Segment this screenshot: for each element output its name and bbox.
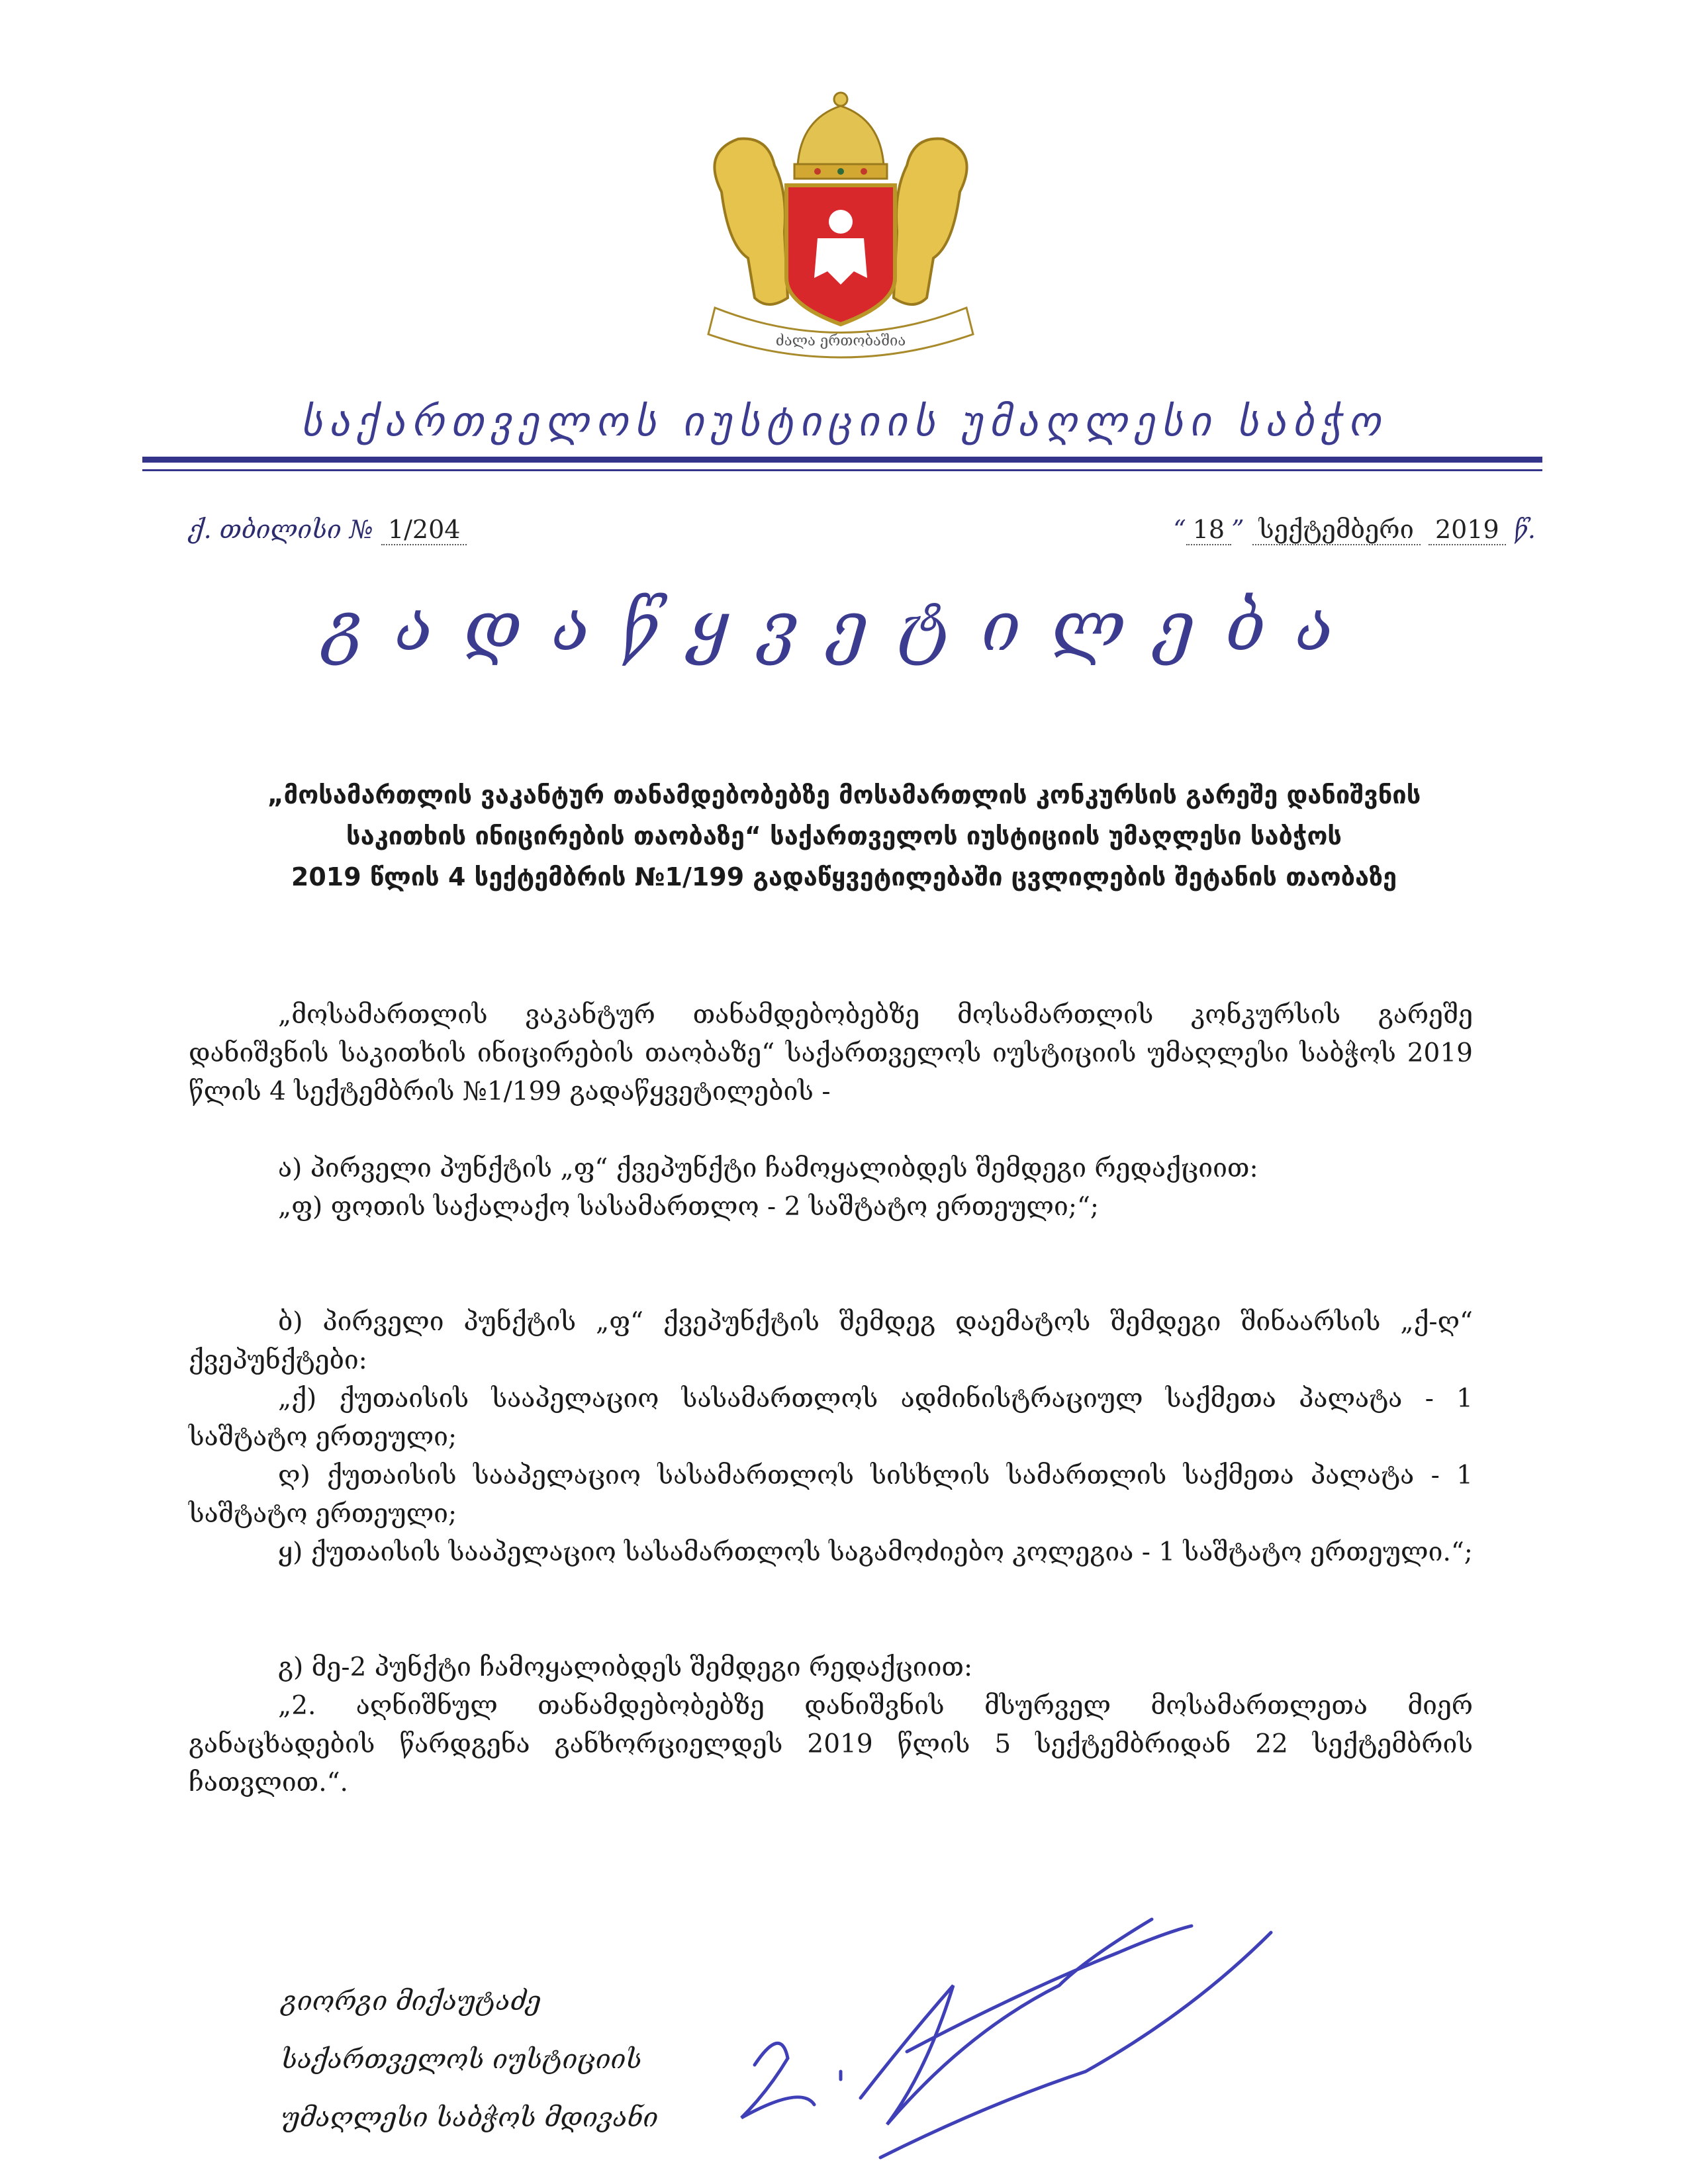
clause-c-text: „2. აღნიშნულ თანამდებობებზე დანიშვნის მსურველ მოსამართლეთა მიერ განაცხადების წარდგენა განხორციელდეს 2019 წლის 5 სექტემბრიდან 22 სექტემბრის ჩათვლით.“.	[189, 1691, 1473, 1797]
clause-b-q: „ქ) ქუთაისის სააპელაციო სასამართლოს ადმინისტრაციულ საქმეთა პალატა - 1 საშტატო ერთეული;	[189, 1384, 1473, 1452]
signatory-block	[281, 1972, 658, 2147]
year-suffix: წ.	[1513, 515, 1536, 544]
subject-line-2: საკითხის ინიცირების თაობაზე“ საქართველოს იუსტიციის უმაღლესი საბჭოს	[346, 821, 1342, 850]
document-date: “ 18 ” სექტემბერი 2019 წ.	[1173, 515, 1536, 544]
clause-b-y: ყ) ქუთაისის სააპელაციო სასამართლოს საგამოძიებო კოლეგია - 1 საშტატო ერთეული.“;	[278, 1537, 1473, 1567]
clause-b-gh: ღ) ქუთაისის სააპელაციო სასამართლოს სისხლის სამართლის საქმეთა პალატა - 1 საშტატო ერთეული;	[189, 1461, 1473, 1529]
subject-line-3: 2019 წლის 4 სექტემბრის №1/199 გადაწყვეტილებაში ცვლილების შეტანის თაობაზე	[291, 862, 1397, 891]
shield-icon	[786, 185, 895, 324]
signatory-name: გიორგი მიქაუტაძე	[281, 1986, 541, 2017]
clause-c-title: გ) მე-2 პუნქტი ჩამოყალიბდეს შემდეგი რედაქციით:	[278, 1653, 973, 1682]
body-intro: „მოსამართლის ვაკანტურ თანამდებობებზე მოსამართლის კონკურსის გარეშე დანიშვნის საკითხის ინიცირების თაობაზე“ საქართველოს იუსტიციის უმაღლესი საბჭოს 2019 წლის 4 სექტემბრის №1/199 გადაწყვეტილების -	[189, 1000, 1473, 1107]
subject-line-1: „მოსამართლის ვაკანტურ თანამდებობებზე მოსამართლის კონკურსის გარეშე დანიშვნის	[267, 780, 1421, 809]
crown-icon	[794, 93, 887, 179]
signatory-title-1: საქართველოს იუსტიციის	[281, 2044, 642, 2075]
document-body	[189, 996, 1473, 1802]
institution-title: საქართველოს იუსტიციის უმაღლესი საბჭო	[301, 397, 1387, 445]
right-lion-icon	[894, 139, 967, 305]
date-month: სექტემბერი	[1252, 515, 1421, 545]
header-divider-thick	[142, 457, 1542, 463]
city-label: ქ. თბილისი №	[189, 515, 373, 544]
clause-a-text: „ფ) ფოთის საქალაქო სასამართლო - 2 საშტატო ერთეული;“;	[278, 1192, 1100, 1222]
header-divider-thin	[142, 469, 1542, 471]
date-year: 2019	[1429, 515, 1506, 545]
document-type-heading: გადაწყვეტილება	[324, 586, 1364, 666]
document-subject	[199, 774, 1489, 897]
document-number: 1/204	[381, 515, 467, 545]
left-lion-icon	[714, 139, 788, 305]
coat-of-arms-emblem	[675, 79, 1006, 371]
document-number-line	[189, 515, 467, 545]
handwritten-signature	[688, 1906, 1311, 2177]
motto-text: ძალა ერთობაშია	[775, 333, 906, 349]
date-day: 18	[1186, 515, 1231, 545]
signatory-title-2: უმაღლესი საბჭოს მდივანი	[281, 2103, 659, 2133]
clause-b-title: ბ) პირველი პუნქტის „ფ“ ქვეპუნქტის შემდეგ დაემატოს შემდეგი შინაარსის „ქ-ღ“ ქვეპუნქტები:	[189, 1307, 1473, 1375]
clause-a-title: ა) პირველი პუნქტის „ფ“ ქვეპუნქტი ჩამოყალიბდეს შემდეგი რედაქციით:	[278, 1154, 1258, 1183]
